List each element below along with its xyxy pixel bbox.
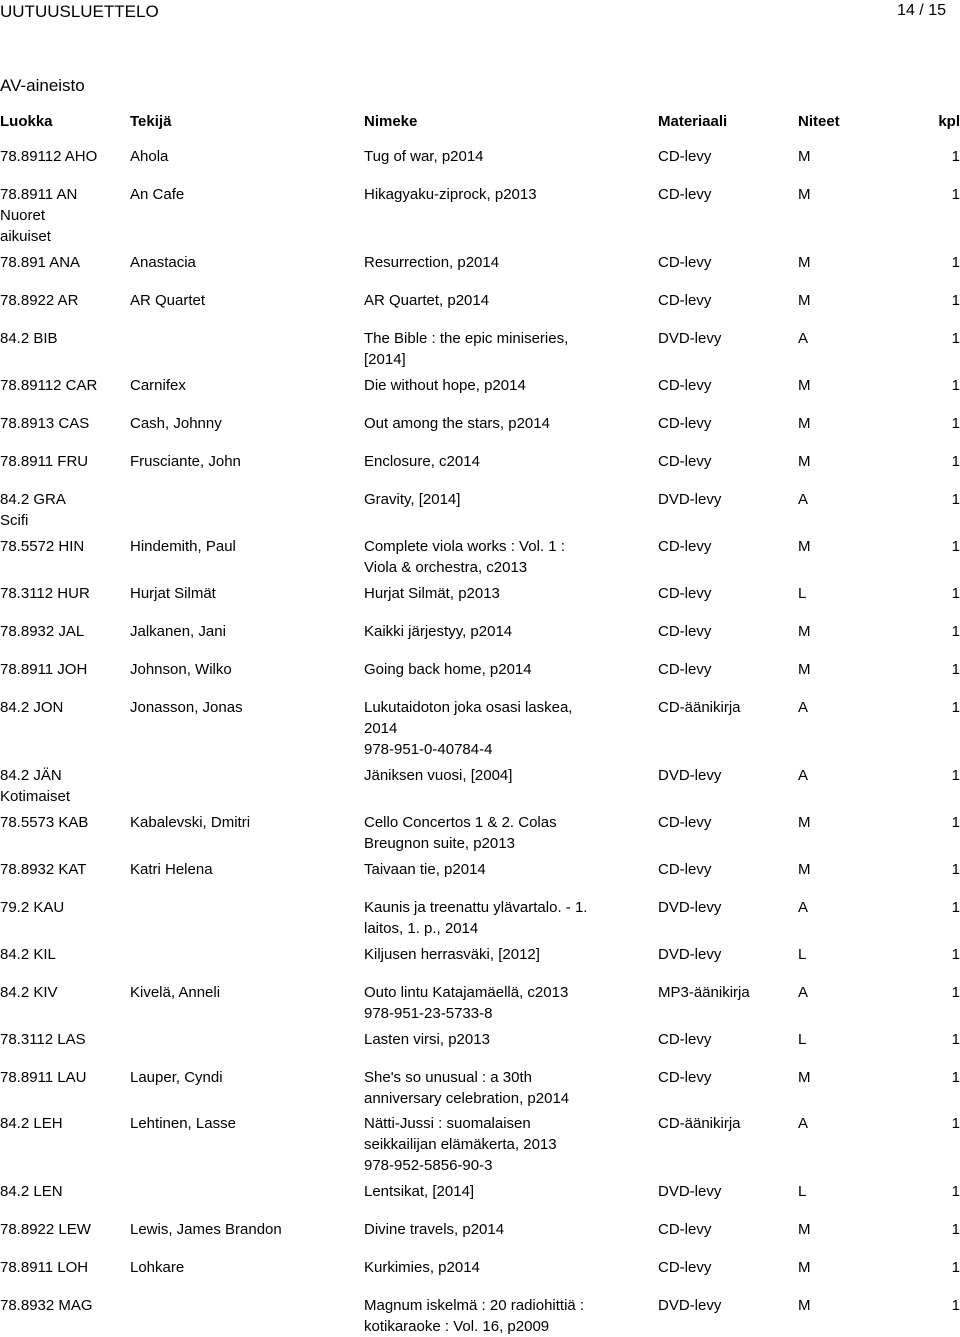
cell-luokka-line: Scifi — [0, 512, 29, 529]
cell-luokka — [0, 1181, 128, 1202]
cell-nimeke-line: [2014] — [364, 351, 406, 368]
cell-nimeke-line: seikkailijan elämäkerta, 2013 — [364, 1136, 557, 1153]
cell-luokka — [0, 1257, 128, 1278]
cell-nimeke — [364, 328, 654, 370]
cell-kpl: 1 — [951, 946, 960, 963]
cell-nimeke-line: Lasten virsi, p2013 — [364, 1031, 490, 1048]
cell-luokka — [0, 697, 128, 718]
cell-tekija: An Cafe — [130, 186, 185, 203]
col-header-nimeke: Nimeke — [364, 113, 418, 130]
col-header-luokka: Luokka — [0, 113, 53, 130]
cell-niteet: M — [798, 814, 811, 831]
cell-luokka-line: 78.8922 AR — [0, 292, 79, 309]
cell-niteet: L — [798, 585, 807, 602]
cell-niteet: L — [798, 946, 807, 963]
cell-nimeke-line: Lentsikat, [2014] — [364, 1183, 475, 1200]
cell-nimeke-line: Resurrection, p2014 — [364, 254, 500, 271]
cell-luokka-line: 84.2 JON — [0, 699, 64, 716]
cell-luokka-line: 78.891 ANA — [0, 254, 81, 271]
cell-materiaali: DVD-levy — [658, 491, 722, 508]
cell-luokka — [0, 1029, 128, 1050]
cell-tekija: Frusciante, John — [130, 453, 241, 470]
cell-materiaali: CD-levy — [658, 1031, 712, 1048]
cell-luokka — [0, 982, 128, 1003]
cell-niteet: M — [798, 1069, 811, 1086]
cell-kpl: 1 — [951, 1221, 960, 1238]
cell-luokka — [0, 252, 128, 273]
cell-kpl: 1 — [951, 1259, 960, 1276]
cell-kpl: 1 — [951, 148, 960, 165]
cell-nimeke-line: Complete viola works : Vol. 1 : — [364, 538, 565, 555]
cell-nimeke — [364, 659, 654, 680]
cell-tekija: Carnifex — [130, 377, 186, 394]
cell-nimeke — [364, 1181, 654, 1202]
cell-luokka-line: 78.8922 LEW — [0, 1221, 91, 1238]
cell-kpl: 1 — [951, 538, 960, 555]
cell-nimeke-line: Kaunis ja treenattu ylävartalo. - 1. — [364, 899, 588, 916]
cell-luokka — [0, 1219, 128, 1240]
cell-kpl: 1 — [951, 1183, 960, 1200]
cell-nimeke — [364, 982, 654, 1024]
cell-nimeke — [364, 146, 654, 167]
cell-nimeke — [364, 1257, 654, 1278]
cell-luokka — [0, 659, 128, 680]
cell-kpl: 1 — [951, 453, 960, 470]
cell-tekija: Lohkare — [130, 1259, 185, 1276]
cell-luokka-line: 78.8911 FRU — [0, 453, 89, 470]
cell-luokka-line: 84.2 GRA — [0, 491, 66, 508]
cell-materiaali: CD-levy — [658, 585, 712, 602]
cell-materiaali: CD-levy — [658, 415, 712, 432]
cell-niteet: M — [798, 453, 811, 470]
cell-kpl: 1 — [951, 292, 960, 309]
cell-tekija: Jonasson, Jonas — [130, 699, 243, 716]
col-header-kpl: kpl — [938, 113, 960, 130]
cell-materiaali: MP3-äänikirja — [658, 984, 750, 1001]
cell-niteet: M — [798, 861, 811, 878]
cell-niteet: A — [798, 491, 809, 508]
cell-niteet: M — [798, 1297, 811, 1314]
cell-materiaali: DVD-levy — [658, 767, 722, 784]
cell-nimeke-line: kotikaraoke : Vol. 16, p2009 — [364, 1318, 550, 1335]
cell-tekija: Kabalevski, Dmitri — [130, 814, 251, 831]
cell-kpl: 1 — [951, 699, 960, 716]
cell-nimeke — [364, 375, 654, 396]
cell-materiaali: CD-levy — [658, 1069, 712, 1086]
cell-kpl: 1 — [951, 377, 960, 394]
cell-nimeke-line: Divine travels, p2014 — [364, 1221, 505, 1238]
cell-nimeke-line: The Bible : the epic miniseries, — [364, 330, 569, 347]
cell-niteet: M — [798, 1259, 811, 1276]
cell-tekija: Katri Helena — [130, 861, 213, 878]
cell-nimeke — [364, 583, 654, 604]
cell-luokka-line: 78.8911 JOH — [0, 661, 88, 678]
cell-nimeke — [364, 621, 654, 642]
cell-nimeke-line: Outo lintu Katajamäellä, c2013 — [364, 984, 569, 1001]
cell-luokka-line: Nuoret — [0, 207, 46, 224]
cell-nimeke — [364, 536, 654, 578]
cell-nimeke-line: Hurjat Silmät, p2013 — [364, 585, 500, 602]
cell-materiaali: CD-levy — [658, 661, 712, 678]
cell-nimeke-line: Enclosure, c2014 — [364, 453, 480, 470]
cell-materiaali: DVD-levy — [658, 330, 722, 347]
cell-materiaali: CD-levy — [658, 148, 712, 165]
cell-niteet: A — [798, 330, 809, 347]
cell-nimeke-line: Nätti-Jussi : suomalaisen — [364, 1115, 531, 1132]
cell-nimeke-line: laitos, 1. p., 2014 — [364, 920, 479, 937]
cell-kpl: 1 — [951, 491, 960, 508]
cell-luokka — [0, 1067, 128, 1088]
cell-nimeke-line: Breugnon suite, p2013 — [364, 835, 515, 852]
cell-nimeke — [364, 184, 654, 205]
cell-luokka-line: 84.2 JÄN — [0, 767, 62, 784]
cell-nimeke-line: Out among the stars, p2014 — [364, 415, 550, 432]
cell-nimeke — [364, 1219, 654, 1240]
cell-niteet: M — [798, 254, 811, 271]
cell-luokka-line: 84.2 BIB — [0, 330, 58, 347]
cell-luokka-line: Kotimaiset — [0, 788, 71, 805]
cell-luokka — [0, 944, 128, 965]
cell-kpl: 1 — [951, 585, 960, 602]
cell-nimeke-line: Taivaan tie, p2014 — [364, 861, 486, 878]
cell-nimeke — [364, 413, 654, 434]
cell-niteet: M — [798, 148, 811, 165]
cell-kpl: 1 — [951, 661, 960, 678]
cell-luokka — [0, 583, 128, 604]
cell-nimeke-line: Kurkimies, p2014 — [364, 1259, 480, 1276]
cell-nimeke — [364, 489, 654, 510]
cell-tekija: Anastacia — [130, 254, 196, 271]
cell-nimeke-line: Lukutaidoton joka osasi laskea, — [364, 699, 573, 716]
cell-nimeke — [364, 944, 654, 965]
cell-nimeke — [364, 451, 654, 472]
cell-kpl: 1 — [951, 984, 960, 1001]
cell-tekija: Ahola — [130, 148, 169, 165]
cell-luokka-line: 78.5572 HIN — [0, 538, 85, 555]
cell-materiaali: CD-levy — [658, 254, 712, 271]
cell-niteet: A — [798, 767, 809, 784]
cell-kpl: 1 — [951, 1031, 960, 1048]
cell-tekija: Jalkanen, Jani — [130, 623, 226, 640]
cell-luokka-line: 78.3112 LAS — [0, 1031, 86, 1048]
cell-nimeke-line: Cello Concertos 1 & 2. Colas — [364, 814, 557, 831]
cell-materiaali: CD-levy — [658, 861, 712, 878]
cell-nimeke — [364, 765, 654, 786]
cell-materiaali: CD-äänikirja — [658, 699, 741, 716]
cell-niteet: M — [798, 415, 811, 432]
cell-nimeke-line: Kiljusen herrasväki, [2012] — [364, 946, 540, 963]
cell-luokka-line: 78.8911 LOH — [0, 1259, 89, 1276]
cell-luokka-line: 78.8913 CAS — [0, 415, 90, 432]
cell-luokka — [0, 1113, 128, 1134]
cell-kpl: 1 — [951, 1115, 960, 1132]
cell-materiaali: DVD-levy — [658, 1297, 722, 1314]
cell-tekija: Lewis, James Brandon — [130, 1221, 282, 1238]
section-title: AV-aineisto — [0, 76, 85, 95]
cell-niteet: L — [798, 1183, 807, 1200]
cell-nimeke-line: Tug of war, p2014 — [364, 148, 484, 165]
cell-materiaali: CD-levy — [658, 814, 712, 831]
cell-luokka-line: 78.3112 HUR — [0, 585, 90, 602]
cell-luokka-line: aikuiset — [0, 228, 51, 245]
cell-materiaali: DVD-levy — [658, 946, 722, 963]
cell-tekija: Lehtinen, Lasse — [130, 1115, 236, 1132]
cell-nimeke-line: anniversary celebration, p2014 — [364, 1090, 570, 1107]
page-number: 14 / 15 — [897, 2, 946, 19]
cell-luokka-line: 78.8932 KAT — [0, 861, 87, 878]
cell-nimeke-line: 978-951-23-5733-8 — [364, 1005, 493, 1022]
cell-luokka — [0, 897, 128, 918]
cell-nimeke — [364, 252, 654, 273]
cell-luokka — [0, 451, 128, 472]
cell-kpl: 1 — [951, 186, 960, 203]
cell-materiaali: CD-levy — [658, 1259, 712, 1276]
cell-kpl: 1 — [951, 861, 960, 878]
cell-luokka — [0, 859, 128, 880]
cell-materiaali: DVD-levy — [658, 1183, 722, 1200]
cell-luokka-line: 78.8911 LAU — [0, 1069, 87, 1086]
cell-nimeke-line: Viola & orchestra, c2013 — [364, 559, 528, 576]
cell-tekija: Hurjat Silmät — [130, 585, 216, 602]
cell-niteet: M — [798, 292, 811, 309]
cell-nimeke — [364, 697, 654, 760]
cell-niteet: M — [798, 661, 811, 678]
cell-nimeke-line: Kaikki järjestyy, p2014 — [364, 623, 513, 640]
cell-materiaali: CD-levy — [658, 292, 712, 309]
cell-nimeke-line: 978-952-5856-90-3 — [364, 1157, 493, 1174]
cell-nimeke-line: Magnum iskelmä : 20 radiohittiä : — [364, 1297, 585, 1314]
cell-materiaali: CD-levy — [658, 1221, 712, 1238]
cell-luokka — [0, 812, 128, 833]
cell-luokka-line: 84.2 KIV — [0, 984, 58, 1001]
cell-niteet: M — [798, 623, 811, 640]
cell-luokka-line: 79.2 KAU — [0, 899, 65, 916]
cell-luokka — [0, 765, 128, 807]
cell-kpl: 1 — [951, 623, 960, 640]
cell-nimeke-line: 2014 — [364, 720, 398, 737]
cell-nimeke — [364, 290, 654, 311]
table-header — [0, 113, 960, 133]
cell-nimeke-line: Going back home, p2014 — [364, 661, 532, 678]
cell-tekija: Johnson, Wilko — [130, 661, 232, 678]
cell-kpl: 1 — [951, 814, 960, 831]
cell-kpl: 1 — [951, 254, 960, 271]
cell-materiaali: DVD-levy — [658, 899, 722, 916]
cell-luokka — [0, 1295, 128, 1316]
cell-luokka-line: 78.8932 MAG — [0, 1297, 93, 1314]
cell-luokka — [0, 328, 128, 349]
cell-nimeke — [364, 1029, 654, 1050]
cell-materiaali: CD-levy — [658, 623, 712, 640]
cell-tekija: Cash, Johnny — [130, 415, 222, 432]
cell-materiaali: CD-levy — [658, 377, 712, 394]
cell-luokka-line: 84.2 LEN — [0, 1183, 63, 1200]
cell-niteet: A — [798, 1115, 809, 1132]
cell-niteet: M — [798, 186, 811, 203]
cell-luokka — [0, 375, 128, 396]
cell-nimeke — [364, 1295, 654, 1337]
cell-kpl: 1 — [951, 1069, 960, 1086]
cell-luokka-line: 78.5573 KAB — [0, 814, 89, 831]
col-header-niteet: Niteet — [798, 113, 840, 130]
cell-tekija: Hindemith, Paul — [130, 538, 236, 555]
cell-luokka-line: 78.89112 AHO — [0, 148, 98, 165]
col-header-materiaali: Materiaali — [658, 113, 728, 130]
catalog-title: UUTUUSLUETTELO — [0, 2, 159, 21]
cell-luokka — [0, 489, 128, 531]
document-header — [0, 0, 960, 26]
cell-materiaali: CD-levy — [658, 186, 712, 203]
cell-nimeke-line: 978-951-0-40784-4 — [364, 741, 493, 758]
cell-nimeke-line: Jäniksen vuosi, [2004] — [364, 767, 513, 784]
cell-kpl: 1 — [951, 899, 960, 916]
cell-luokka-line: 78.8932 JAL — [0, 623, 85, 640]
cell-kpl: 1 — [951, 330, 960, 347]
cell-nimeke — [364, 1067, 654, 1109]
cell-niteet: A — [798, 699, 809, 716]
cell-luokka-line: 78.89112 CAR — [0, 377, 98, 394]
cell-nimeke-line: Die without hope, p2014 — [364, 377, 526, 394]
cell-niteet: A — [798, 984, 809, 1001]
cell-luokka — [0, 536, 128, 557]
cell-luokka-line: 84.2 LEH — [0, 1115, 63, 1132]
cell-nimeke — [364, 1113, 654, 1176]
cell-niteet: M — [798, 538, 811, 555]
cell-nimeke-line: Hikagyaku-ziprock, p2013 — [364, 186, 537, 203]
cell-nimeke-line: AR Quartet, p2014 — [364, 292, 490, 309]
cell-tekija: Kivelä, Anneli — [130, 984, 221, 1001]
cell-nimeke — [364, 812, 654, 854]
cell-luokka — [0, 413, 128, 434]
cell-nimeke-line: Gravity, [2014] — [364, 491, 461, 508]
cell-niteet: L — [798, 1031, 807, 1048]
cell-kpl: 1 — [951, 415, 960, 432]
cell-niteet: A — [798, 899, 809, 916]
cell-luokka — [0, 146, 128, 167]
cell-luokka — [0, 290, 128, 311]
cell-luokka — [0, 184, 128, 247]
cell-niteet: M — [798, 1221, 811, 1238]
cell-tekija: AR Quartet — [130, 292, 206, 309]
cell-kpl: 1 — [951, 767, 960, 784]
cell-materiaali: CD-äänikirja — [658, 1115, 741, 1132]
cell-luokka-line: 84.2 KIL — [0, 946, 56, 963]
col-header-tekija: Tekijä — [130, 113, 172, 130]
cell-materiaali: CD-levy — [658, 453, 712, 470]
cell-luokka — [0, 621, 128, 642]
cell-materiaali: CD-levy — [658, 538, 712, 555]
cell-luokka-line: 78.8911 AN — [0, 186, 78, 203]
cell-niteet: M — [798, 377, 811, 394]
cell-nimeke — [364, 897, 654, 939]
cell-nimeke — [364, 859, 654, 880]
cell-nimeke-line: She's so unusual : a 30th — [364, 1069, 532, 1086]
cell-kpl: 1 — [951, 1297, 960, 1314]
cell-tekija: Lauper, Cyndi — [130, 1069, 223, 1086]
